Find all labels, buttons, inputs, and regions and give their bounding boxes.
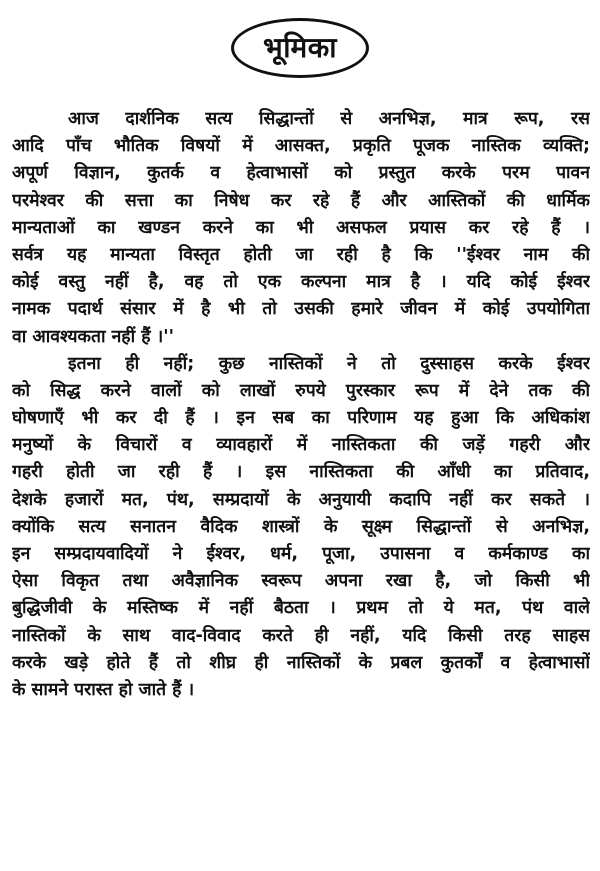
text-line: आज दार्शनिक सत्य सिद्धान्तों से अनभिज्ञ, मात्र रूप, रस bbox=[68, 109, 590, 129]
text-line: गहरी होती जा रही हैं । इस नास्तिकता की आँधी का प्रतिवाद, bbox=[12, 462, 590, 483]
text-line: कोई वस्तु नहीं है, वह तो एक कल्पना मात्र है । यदि कोई ईश्वर bbox=[12, 272, 590, 293]
title-area bbox=[0, 18, 600, 78]
text-line: परमेश्वर की सत्ता का निषेध कर रहे हैं और आस्तिकों की धार्मिक bbox=[12, 190, 590, 211]
text-line: आदि पाँच भौतिक विषयों में आसक्त, प्रकृति पूजक नास्तिक व्यक्ति; bbox=[12, 136, 590, 157]
page-title: भूमिका bbox=[263, 31, 337, 64]
text-line: अपूर्ण विज्ञान, कुतर्क व हेत्वाभासों को प्रस्तुत करके परम पावन bbox=[12, 163, 590, 184]
paragraph-2 bbox=[12, 351, 590, 704]
text-line: नामक पदार्थ संसार में है भी तो उसकी हमारे जीवन में कोई उपयोगिता bbox=[12, 299, 590, 320]
text-line: वा आवश्यकता नहीं हैं ।'' bbox=[12, 326, 174, 347]
title-oval-border bbox=[231, 18, 369, 78]
paragraph-1 bbox=[12, 106, 590, 351]
body-text bbox=[12, 106, 590, 704]
text-line: इन सम्प्रदायवादियों ने ईश्वर, धर्म, पूजा, उपासना व कर्मकाण्ड का bbox=[12, 544, 590, 564]
text-line: मान्यताओं का खण्डन करने का भी असफल प्रयास कर रहे हैं । bbox=[12, 217, 590, 238]
text-line: नास्तिकों के साथ वाद-विवाद करते ही नहीं, यदि किसी तरह साहस bbox=[12, 625, 590, 646]
text-line: बुद्धिजीवी के मस्तिष्क में नहीं बैठता । प्रथम तो ये मत, पंथ वाले bbox=[12, 598, 590, 619]
text-line: मनुष्यों के विचारों व व्यावहारों में नास्तिकता की जड़ें गहरी और bbox=[12, 435, 590, 456]
text-line: क्योंकि सत्य सनातन वैदिक शास्त्रों के सूक्ष्म सिद्धान्तों से अनभिज्ञ, bbox=[12, 516, 590, 537]
text-line: देशके हजारों मत, पंथ, सम्प्रदायों के अनुयायी कदापि नहीं कर सकते । bbox=[12, 489, 590, 510]
text-line: इतना ही नहीं; कुछ नास्तिकों ने तो दुस्साहस करके ईश्वर bbox=[68, 353, 590, 374]
text-line: को सिद्ध करने वालों को लाखों रुपये पुरस्कार रूप में देने तक की bbox=[12, 380, 590, 401]
text-line: घोषणाएँ भी कर दी हैं । इन सब का परिणाम यह हुआ कि अधिकांश bbox=[12, 408, 590, 429]
text-line: सर्वत्र यह मान्यता विस्तृत होती जा रही है कि ''ईश्वर नाम की bbox=[12, 244, 590, 265]
text-line: के सामने परास्त हो जाते हैं । bbox=[12, 679, 195, 700]
text-line: ऐसा विकृत तथा अवैज्ञानिक स्वरूप अपना रखा है, जो किसी भी bbox=[12, 571, 590, 592]
text-line: करके खड़े होते हैं तो शीघ्र ही नास्तिकों के प्रबल कुतर्कों व हेत्वाभासों bbox=[12, 652, 590, 673]
